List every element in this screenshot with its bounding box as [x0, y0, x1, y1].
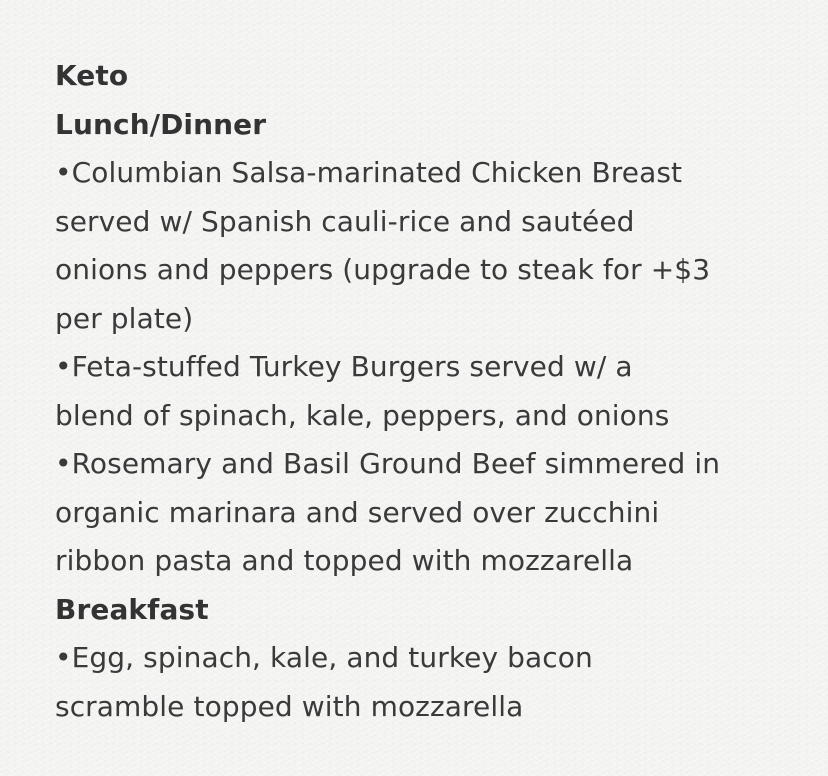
menu-item-text: •Feta-stuffed Turkey Burgers served w/ a	[55, 350, 633, 383]
menu-item-text: •Rosemary and Basil Ground Beef simmered in	[55, 447, 721, 480]
menu-item-text: per plate)	[55, 301, 194, 335]
title-keto: Keto	[55, 59, 129, 92]
section-heading-lunch-dinner: Lunch/Dinner	[55, 107, 267, 141]
section-heading-breakfast: Breakfast	[55, 592, 209, 626]
menu-item-text: scramble topped with mozzarella	[55, 689, 524, 723]
menu-item-text: ribbon pasta and topped with mozzarella	[55, 544, 634, 577]
menu-item-text: blend of spinach, kale, peppers, and onions	[55, 398, 670, 432]
menu-item-text: •Egg, spinach, kale, and turkey bacon	[55, 641, 593, 674]
menu-note	[55, 52, 815, 731]
menu-item-text: •Columbian Salsa-marinated Chicken Breast	[55, 156, 683, 189]
menu-item-text: served w/ Spanish cauli-rice and sautéed	[55, 204, 635, 238]
menu-item-text: organic marinara and served over zucchini	[55, 495, 660, 529]
menu-item-text: onions and peppers (upgrade to steak for +$3	[55, 253, 711, 286]
